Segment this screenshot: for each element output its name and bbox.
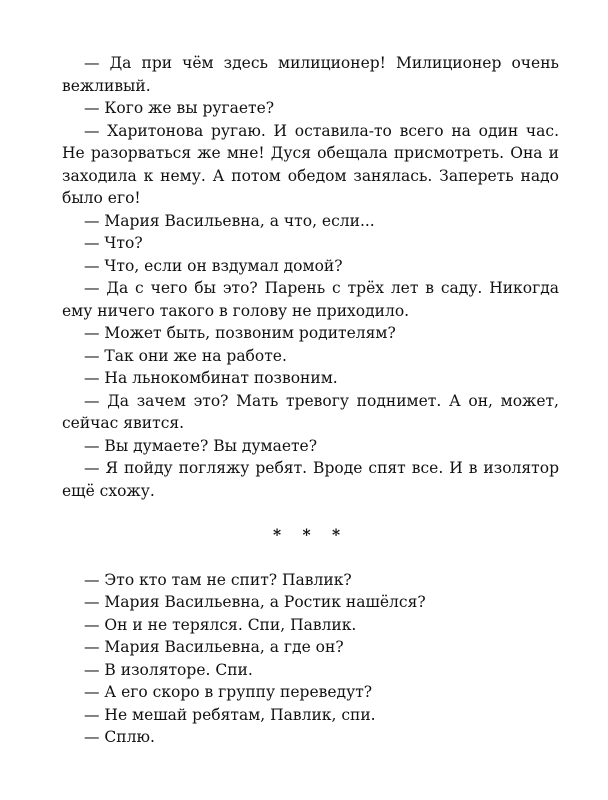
dialogue-line: — Это кто там не спит? Павлик?	[84, 570, 352, 589]
dialogue-line: — Так они же на работе.	[84, 346, 287, 365]
dialogue-section-1	[62, 52, 559, 502]
book-page	[62, 52, 559, 749]
dialogue-line: — А его скоро в группу переведут?	[84, 683, 373, 701]
dialogue-line: — Да с чего бы это? Парень с трёх лет в саду. Никогда ему ничего такого в голову не приходило.	[62, 279, 559, 320]
dialogue-line: — Да при чём здесь милиционер! Милиционер очень вежливый.	[62, 54, 559, 95]
dialogue-line: — Кого же вы ругаете?	[84, 99, 275, 117]
dialogue-section-2	[62, 569, 559, 749]
dialogue-line: — Я пойду погляжу ребят. Вроде спят все. И в изолятор ещё схожу.	[62, 459, 559, 500]
dialogue-line: — Может быть, позвоним родителям?	[84, 324, 396, 342]
dialogue-line: — Сплю.	[84, 728, 155, 746]
dialogue-line: — Вы думаете? Вы думаете?	[84, 436, 318, 455]
dialogue-line: — На льнокомбинат позвоним.	[84, 369, 338, 387]
dialogue-line: — Да зачем это? Мать тревогу поднимет. А он, может, сейчас явится.	[62, 391, 559, 432]
dialogue-line: — Мария Васильевна, а что, если...	[84, 211, 375, 230]
dialogue-line: — Мария Васильевна, а где он?	[84, 638, 344, 656]
section-separator: * * *	[272, 525, 349, 544]
dialogue-line: — Мария Васильевна, а Ростик нашёлся?	[84, 593, 426, 611]
dialogue-line: — Он и не терялся. Спи, Павлик.	[84, 615, 357, 634]
dialogue-line: — Что, если он вздумал домой?	[84, 256, 343, 275]
dialogue-line: — Что?	[84, 234, 143, 252]
dialogue-line: — Не мешай ребятам, Павлик, спи.	[84, 705, 376, 724]
dialogue-line: — Харитонова ругаю. И оставила-то всего на один час. Не разорваться же мне! Дуся обещала присмотреть. Она и заходила к нему. А потом обедом занялась. Запереть надо было его!	[62, 121, 559, 207]
dialogue-line: — В изоляторе. Спи.	[84, 660, 253, 679]
